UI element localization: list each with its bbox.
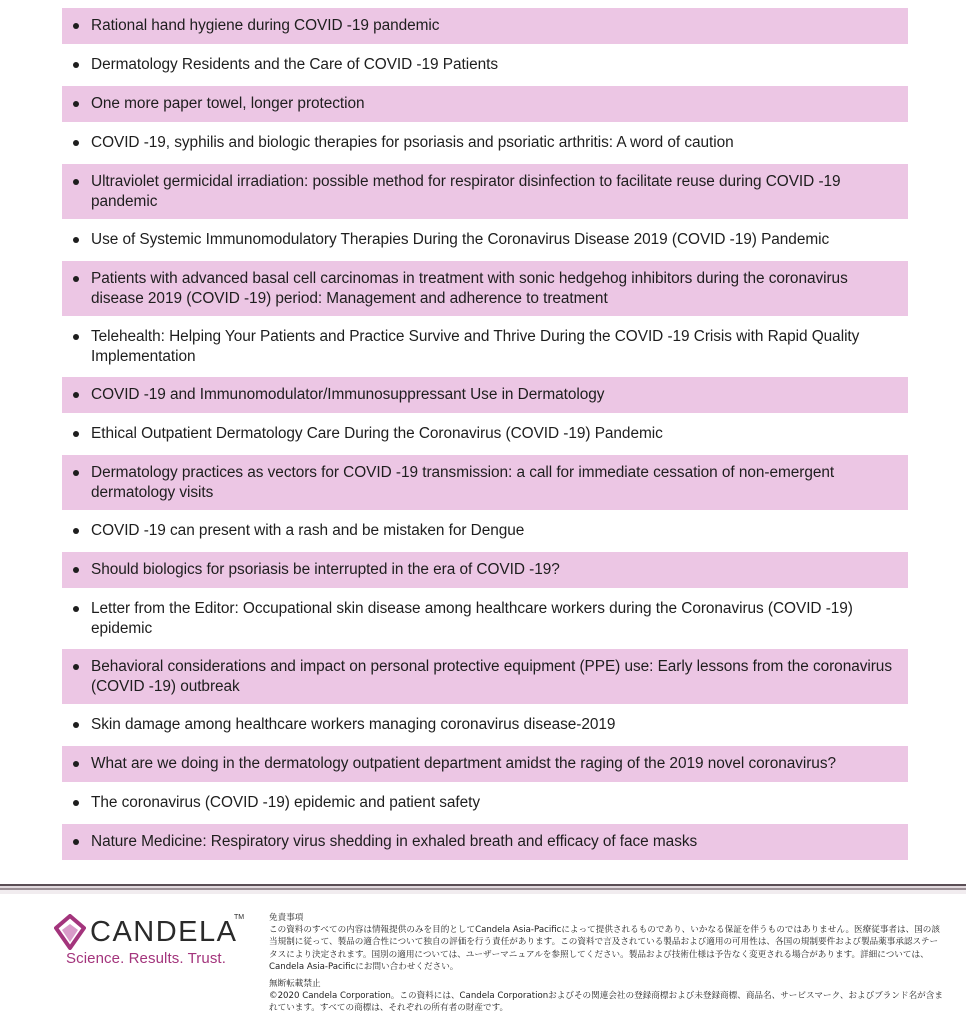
article-title: Nature Medicine: Respiratory virus shedding in exhaled breath and efficacy of face masks [91, 833, 698, 850]
bullet-icon [73, 722, 79, 728]
disclaimer [269, 912, 945, 1015]
list-item [62, 824, 908, 860]
tagline: Science. Results. Trust. [66, 950, 226, 967]
logo-wordmark: CANDELA [90, 916, 238, 948]
bullet-icon [73, 101, 79, 107]
list-item [62, 261, 908, 316]
article-title: The coronavirus (COVID -19) epidemic and patient safety [91, 794, 481, 811]
bullet-icon [73, 431, 79, 437]
list-item [62, 8, 908, 44]
bullet-icon [73, 761, 79, 767]
bullet-icon [73, 237, 79, 243]
bullet-icon [73, 179, 79, 185]
bullet-icon [73, 334, 79, 340]
article-title: Telehealth: Helping Your Patients and Practice Survive and Thrive During the COVID -19 Crisis with Rapid Quality Implementation [91, 328, 860, 365]
article-title: Letter from the Editor: Occupational skin disease among healthcare workers during the Coronavirus (COVID -19) epidemic [91, 600, 853, 637]
article-title: Dermatology Residents and the Care of COVID -19 Patients [91, 56, 498, 73]
article-title: Use of Systemic Immunomodulatory Therapies During the Coronavirus Disease 2019 (COVID -19) Pandemic [91, 231, 830, 248]
article-list [62, 8, 908, 863]
disclaimer-heading: 免責事項 [269, 913, 304, 923]
trademark-symbol: TM [234, 914, 245, 921]
article-title: One more paper towel, longer protection [91, 95, 365, 112]
copyright-text: ©2020 Candela Corporation。この資料には、Candela Corporationおよびその関連会社の登録商標および未登録商標、商品名、サービスマーク、およびブランド名が含まれています。すべての商標は、それぞれの所有者の財産です。 [269, 991, 943, 1014]
bullet-icon [73, 276, 79, 282]
list-item [62, 591, 908, 646]
list-item [62, 785, 908, 821]
article-title: COVID -19 can present with a rash and be mistaken for Dengue [91, 522, 525, 539]
list-item [62, 86, 908, 122]
article-title: Skin damage among healthcare workers managing coronavirus disease-2019 [91, 716, 616, 733]
list-item [62, 552, 908, 588]
reprint-heading: 無断転載禁止 [269, 979, 321, 990]
list-item [62, 377, 908, 413]
article-title: Should biologics for psoriasis be interrupted in the era of COVID -19? [91, 561, 560, 578]
bullet-icon [73, 140, 79, 146]
candela-mark-icon [54, 914, 86, 950]
bullet-icon [73, 528, 79, 534]
list-item [62, 47, 908, 83]
list-item [62, 319, 908, 374]
bullet-icon [73, 839, 79, 845]
candela-logo [54, 912, 254, 972]
bullet-icon [73, 470, 79, 476]
bullet-icon [73, 567, 79, 573]
list-item [62, 416, 908, 452]
list-item [62, 222, 908, 258]
list-item [62, 513, 908, 549]
list-item [62, 746, 908, 782]
article-title: Behavioral considerations and impact on personal protective equipment (PPE) use: Early lessons from the coronavirus (COVID -19) outbreak [91, 658, 892, 695]
bullet-icon [73, 23, 79, 29]
bullet-icon [73, 664, 79, 670]
article-title: Patients with advanced basal cell carcinomas in treatment with sonic hedgehog inhibitors during the coronavirus disease 2019 (COVID -19) period: Management and adherence to treatment [91, 270, 848, 307]
article-title: COVID -19, syphilis and biologic therapies for psoriasis and psoriatic arthritis: A word of caution [91, 134, 734, 151]
bullet-icon [73, 800, 79, 806]
article-title: Rational hand hygiene during COVID -19 pandemic [91, 17, 440, 34]
list-item [62, 649, 908, 704]
bullet-icon [73, 392, 79, 398]
list-item [62, 164, 908, 219]
footer-divider [0, 884, 966, 894]
bullet-icon [73, 606, 79, 612]
list-item [62, 707, 908, 743]
article-title: Dermatology practices as vectors for COVID -19 transmission: a call for immediate cessation of non-emergent dermatology visits [91, 464, 835, 501]
article-title: COVID -19 and Immunomodulator/Immunosuppressant Use in Dermatology [91, 386, 605, 403]
article-title: Ultraviolet germicidal irradiation: possible method for respirator disinfection to facilitate reuse during COVID -19 pandemic [91, 173, 841, 210]
bullet-icon [73, 62, 79, 68]
list-item [62, 455, 908, 510]
article-title: What are we doing in the dermatology outpatient department amidst the raging of the 2019 novel coronavirus? [91, 755, 836, 772]
disclaimer-body: この資料のすべての内容は情報提供のみを目的としてCandela Asia-Pacificによって提供されるものであり、いかなる保証を伴うものではありません。医療従事者は、国の該当規制に従って、製品の適合性について独自の評価を行う責任があります。この資料で言及されている製品および適用の可用性は、各国の規制要件および製品薬事承認ステータスにより決定されます。国別の適用については、ユーザーマニュアルを参照してください。製品および技術仕様は予告なく変更される場合があります。詳細については、Candela Asia-Pacificにお問い合わせください。 [269, 925, 940, 972]
article-title: Ethical Outpatient Dermatology Care During the Coronavirus (COVID -19) Pandemic [91, 425, 663, 442]
list-item [62, 125, 908, 161]
